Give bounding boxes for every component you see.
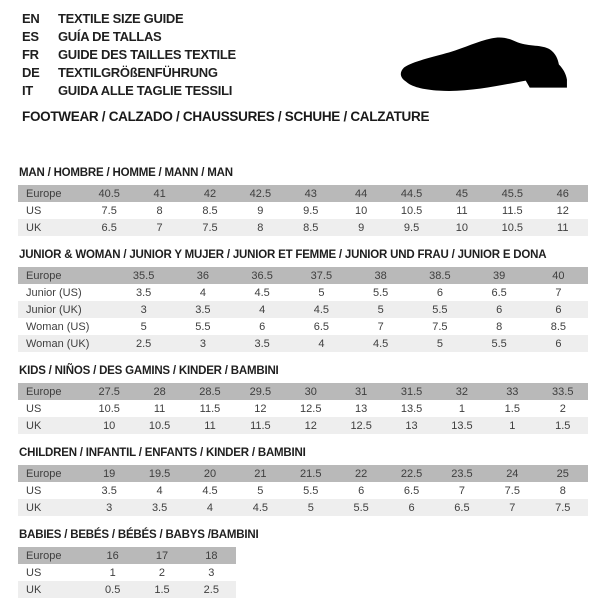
size-cell: 10 (455, 221, 469, 234)
size-table-junior-woman (18, 267, 588, 352)
language-row-de (22, 64, 236, 82)
size-cell: 19 (103, 467, 116, 480)
size-cell: 44 (355, 187, 368, 200)
row-label: Europe (26, 385, 62, 398)
size-cell: 6.5 (454, 501, 470, 514)
table-header-row (18, 465, 588, 482)
size-cell: 7 (458, 484, 465, 497)
size-cell: 21.5 (300, 467, 322, 480)
size-cell: 1 (458, 402, 465, 415)
size-cell: 13.5 (451, 419, 473, 432)
size-cell: 28 (153, 385, 166, 398)
size-cell: 3 (199, 337, 206, 350)
size-cell: 44.5 (400, 187, 423, 200)
size-cell: 31.5 (400, 385, 423, 398)
size-cell: 1.5 (555, 419, 571, 432)
language-list (22, 10, 236, 100)
row-label: US (26, 566, 42, 579)
size-cell: 11.5 (250, 419, 271, 432)
row-label: UK (26, 501, 42, 514)
row-label: Europe (26, 269, 62, 282)
size-tables (18, 167, 588, 611)
size-cell: 7.5 (101, 204, 117, 217)
size-cell: 29.5 (249, 385, 272, 398)
size-cell: 4 (156, 484, 163, 497)
section-title-kids: KIDS / NIÑOS / DES GAMINS / KINDER / BAMBINI (19, 365, 279, 377)
language-code: EN (22, 11, 40, 26)
size-cell: 5.5 (491, 337, 507, 350)
size-cell: 8 (257, 221, 264, 234)
size-cell: 7.5 (555, 501, 571, 514)
size-cell: 3.5 (254, 337, 270, 350)
size-cell: 1 (109, 566, 116, 579)
size-cell: 39 (493, 269, 506, 282)
size-cell: 36.5 (251, 269, 273, 282)
size-cell: 42 (203, 187, 217, 200)
size-cell: 13 (405, 419, 418, 432)
section-kids (18, 365, 588, 434)
size-cell: 38.5 (429, 269, 451, 282)
size-cell: 3.5 (151, 501, 168, 514)
size-cell: 10.5 (148, 419, 171, 432)
row-label: Europe (26, 187, 62, 200)
size-cell: 7 (156, 221, 163, 234)
size-cell: 2 (559, 402, 566, 415)
size-cell: 23.5 (451, 467, 473, 480)
size-cell: 1 (509, 419, 516, 432)
language-row-fr (22, 46, 236, 64)
size-cell: 4.5 (202, 484, 218, 497)
row-label: Europe (26, 467, 62, 480)
size-cell: 9.5 (303, 204, 319, 217)
size-cell: 40 (552, 269, 565, 282)
size-cell: 1.5 (504, 402, 520, 415)
size-cell: 3 (208, 566, 215, 579)
table-row (18, 284, 588, 301)
size-table-kids (18, 383, 588, 434)
section-children (18, 447, 588, 516)
size-cell: 5.5 (432, 303, 448, 316)
size-cell: 0.5 (105, 583, 121, 596)
size-cell: 6.5 (313, 320, 330, 333)
size-cell: 4.5 (313, 303, 330, 316)
size-cell: 5 (307, 501, 314, 514)
size-cell: 6 (358, 484, 365, 497)
size-cell: 4 (259, 303, 266, 316)
size-cell: 2.5 (203, 583, 219, 596)
table-row (18, 219, 588, 236)
row-label: US (26, 484, 42, 497)
size-cell: 17 (155, 549, 169, 562)
size-cell: 22.5 (400, 467, 423, 480)
size-cell: 2 (158, 566, 166, 579)
category-heading: FOOTWEAR / CALZADO / CHAUSSURES / SCHUHE / CALZATURE (22, 109, 430, 124)
size-cell: 33 (506, 385, 519, 398)
size-cell: 6 (555, 337, 562, 350)
size-cell: 11 (204, 419, 216, 432)
size-cell: 4.5 (372, 337, 389, 350)
language-title: TEXTILE SIZE GUIDE (58, 11, 184, 26)
size-cell: 36 (196, 269, 209, 282)
size-cell: 37.5 (310, 269, 333, 282)
table-row (18, 335, 588, 352)
size-cell: 5.5 (195, 320, 211, 333)
size-table-man (18, 185, 588, 236)
table-header-row (18, 383, 588, 400)
section-title-babies: BABIES / BEBÉS / BÉBÉS / BABYS /BAMBINI (19, 529, 259, 541)
size-cell: 42.5 (249, 187, 272, 200)
language-title: GUIDE DES TAILLES TEXTILE (58, 47, 236, 62)
size-cell: 11 (153, 402, 166, 415)
size-cell: 3.5 (195, 303, 211, 316)
size-cell: 40.5 (98, 187, 120, 200)
language-title: TEXTILGRÖßENFÜHRUNG (58, 65, 218, 80)
size-cell: 38 (374, 269, 387, 282)
row-label: Woman (UK) (26, 337, 90, 350)
table-row (18, 581, 236, 598)
row-label: US (26, 402, 42, 415)
size-cell: 4 (206, 501, 214, 514)
size-cell: 7 (555, 286, 562, 299)
size-cell: 12 (556, 204, 569, 217)
size-cell: 8 (559, 484, 566, 497)
size-cell: 3 (140, 303, 147, 316)
size-cell: 13 (355, 402, 368, 415)
size-cell: 7.5 (504, 484, 520, 497)
table-row (18, 301, 588, 318)
table-row (18, 564, 236, 581)
size-cell: 9 (257, 204, 264, 217)
size-cell: 22 (355, 467, 368, 480)
language-row-it (22, 82, 236, 100)
table-row (18, 400, 588, 417)
table-row (18, 318, 588, 335)
size-cell: 6.5 (491, 286, 507, 299)
row-label: Junior (UK) (26, 303, 82, 316)
table-row (18, 202, 588, 219)
size-cell: 6.5 (101, 221, 117, 234)
size-cell: 4.5 (254, 286, 270, 299)
size-cell: 3.5 (135, 286, 152, 299)
size-cell: 9 (358, 221, 365, 234)
size-cell: 5 (257, 484, 264, 497)
language-title: GUÍA DE TALLAS (58, 29, 162, 44)
size-cell: 8.5 (202, 204, 218, 217)
size-cell: 8.5 (303, 221, 319, 234)
row-label: Junior (US) (26, 286, 82, 299)
language-row-es (22, 28, 236, 46)
language-code: DE (22, 65, 40, 80)
language-code: IT (22, 83, 33, 98)
size-cell: 5.5 (303, 484, 319, 497)
size-cell: 32 (455, 385, 469, 398)
size-cell: 10.5 (501, 221, 524, 234)
size-cell: 7 (509, 501, 516, 514)
size-cell: 1.5 (154, 583, 170, 596)
size-cell: 7.5 (202, 221, 218, 234)
size-cell: 6 (496, 303, 503, 316)
size-cell: 12 (304, 419, 317, 432)
size-cell: 4 (318, 337, 325, 350)
size-cell: 19.5 (148, 467, 171, 480)
size-cell: 5.5 (353, 501, 369, 514)
size-cell: 6 (259, 320, 266, 333)
size-table-babies (18, 547, 236, 598)
section-title-children: CHILDREN / INFANTIL / ENFANTS / KINDER / BAMBINI (19, 447, 306, 459)
section-title-man: MAN / HOMBRE / HOMME / MANN / MAN (19, 167, 233, 179)
size-cell: 27.5 (98, 385, 120, 398)
section-junior-woman (18, 249, 588, 352)
table-row (18, 417, 588, 434)
size-cell: 10 (355, 204, 368, 217)
size-cell: 5 (140, 320, 147, 333)
row-label: UK (26, 419, 42, 432)
size-cell: 5 (318, 286, 325, 299)
size-cell: 5 (377, 303, 384, 316)
size-cell: 7.5 (432, 320, 448, 333)
size-cell: 33.5 (552, 385, 574, 398)
size-cell: 6.5 (403, 484, 420, 497)
size-cell: 20 (203, 467, 217, 480)
size-cell: 8 (156, 204, 163, 217)
table-header-row (18, 185, 588, 202)
size-cell: 16 (106, 549, 119, 562)
size-cell: 4.5 (252, 501, 269, 514)
size-cell: 3.5 (101, 484, 117, 497)
row-label: Woman (US) (26, 320, 90, 333)
size-cell: 12 (254, 402, 267, 415)
size-cell: 11 (456, 204, 468, 217)
size-cell: 6 (408, 501, 415, 514)
size-cell: 24 (506, 467, 519, 480)
size-cell: 45.5 (501, 187, 524, 200)
size-cell: 12.5 (350, 419, 372, 432)
section-babies (18, 529, 588, 598)
size-cell: 11.5 (199, 402, 221, 415)
section-title-junior-woman: JUNIOR & WOMAN / JUNIOR Y MUJER / JUNIOR ET FEMME / JUNIOR UND FRAU / JUNIOR E DONA (19, 249, 547, 261)
size-cell: 28.5 (199, 385, 221, 398)
row-label: UK (26, 583, 42, 596)
size-cell: 8.5 (550, 320, 567, 333)
size-cell: 5.5 (372, 286, 389, 299)
size-cell: 6 (555, 303, 562, 316)
section-man (18, 167, 588, 236)
size-cell: 7 (377, 320, 384, 333)
size-cell: 35.5 (132, 269, 155, 282)
language-code: FR (22, 47, 39, 62)
row-label: Europe (26, 549, 62, 562)
size-cell: 2.5 (135, 337, 152, 350)
size-cell: 6 (436, 286, 443, 299)
size-cell: 9.5 (403, 221, 420, 234)
size-cell: 46 (556, 187, 569, 200)
size-cell: 31 (355, 385, 368, 398)
table-row (18, 499, 588, 516)
table-row (18, 482, 588, 499)
table-header-row (18, 547, 236, 564)
size-cell: 45 (455, 187, 469, 200)
size-cell: 10.5 (98, 402, 120, 415)
language-title: GUIDA ALLE TAGLIE TESSILI (58, 83, 233, 98)
size-cell: 3 (106, 501, 113, 514)
size-cell: 10.5 (400, 204, 423, 217)
size-cell: 12.5 (300, 402, 322, 415)
language-code: ES (22, 29, 39, 44)
size-cell: 4 (199, 286, 206, 299)
size-cell: 5 (436, 337, 443, 350)
size-cell: 10 (103, 419, 116, 432)
size-cell: 8 (496, 320, 503, 333)
size-cell: 25 (556, 467, 569, 480)
size-cell: 11.5 (502, 204, 523, 217)
size-cell: 13.5 (400, 402, 423, 415)
language-row-en (22, 10, 236, 28)
size-table-children (18, 465, 588, 516)
shoe-icon (399, 36, 577, 96)
size-cell: 30 (304, 385, 317, 398)
table-header-row (18, 267, 588, 284)
size-cell: 21 (254, 467, 267, 480)
size-cell: 43 (304, 187, 317, 200)
row-label: US (26, 204, 42, 217)
row-label: UK (26, 221, 42, 234)
size-cell: 11 (557, 221, 569, 234)
size-cell: 41 (153, 187, 166, 200)
size-cell: 18 (205, 549, 218, 562)
